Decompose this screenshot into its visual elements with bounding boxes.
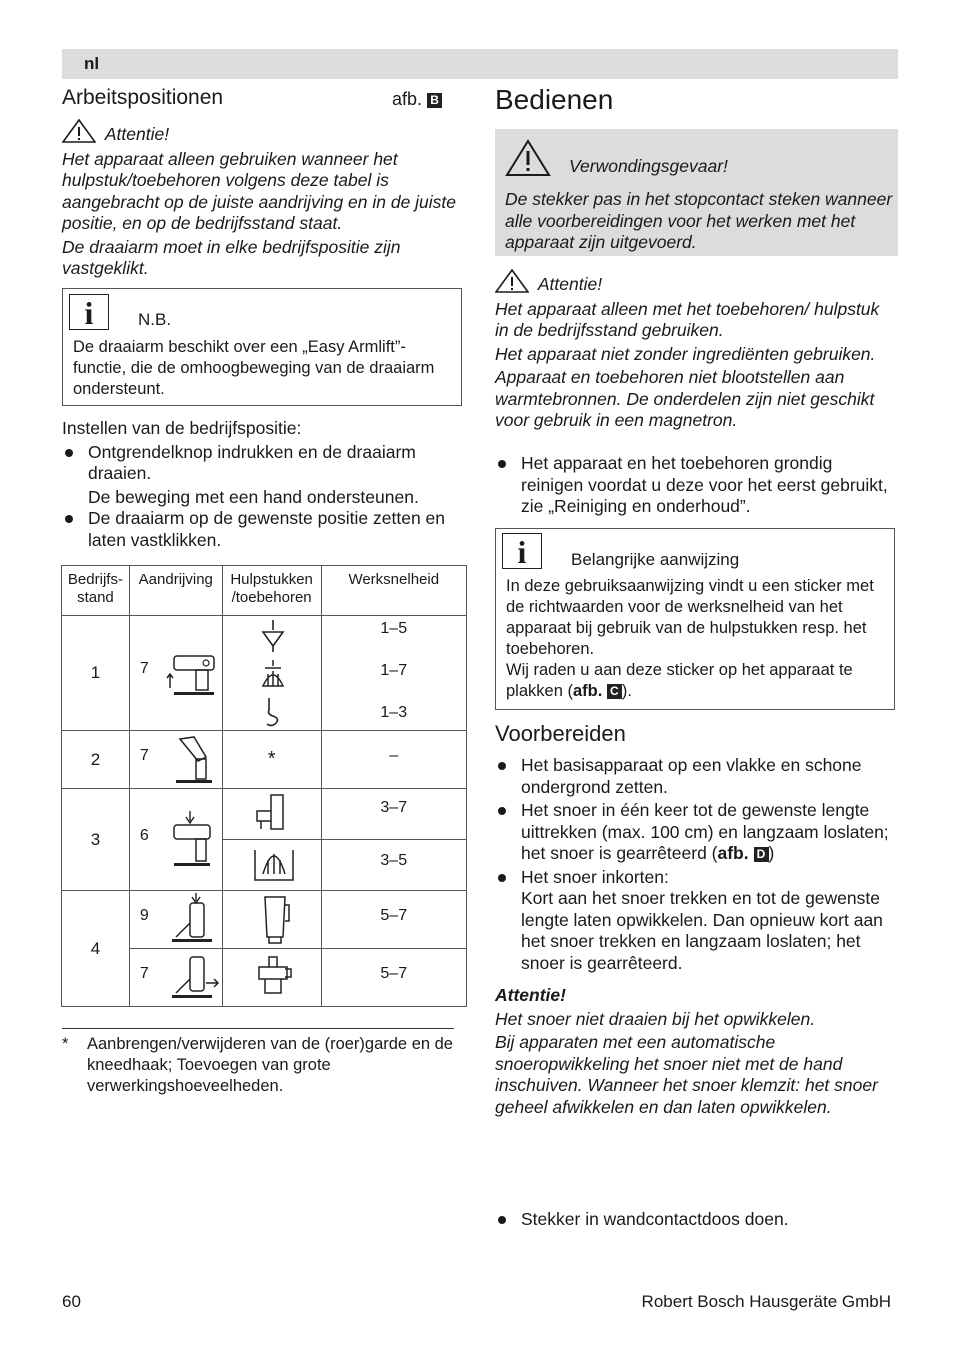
note-text-1: In deze gebruiksaanwijzing vindt u een sticker met de richtwaarden voor de werksnelheid van het apparaat bij gebruik van de hulpstukken resp. het toebehoren.	[506, 577, 874, 658]
attention-line: Het apparaat alleen met het toebehoren/ hulpstuk in de bedrijfsstand gebruiken.	[495, 298, 880, 340]
speed-value: 3–5	[380, 852, 408, 869]
attention-text: Het apparaat alleen gebruiken wanneer het hulpstuk/toebehoren volgens deze tabel is aangebracht op de juiste aandrijving en in de juiste positie, en op de bedrijfsstand staat.	[62, 148, 457, 233]
footnote-mark: *	[62, 1035, 69, 1053]
speed-cell	[321, 731, 466, 789]
speed-cell	[321, 789, 466, 840]
drive-number: 7	[139, 660, 149, 677]
note-label: Belangrijke aanwijzing	[571, 550, 740, 569]
danger-box	[495, 129, 898, 256]
tool-cell	[222, 789, 321, 840]
attention-block	[495, 269, 895, 432]
attention-heading	[495, 269, 895, 296]
shredder-attachment-icon	[253, 793, 295, 837]
attention-line: Apparaat en toebehoren niet blootstellen aan warmtebronnen. De onderdelen zijn niet geschikt voor gebruik in een magnetron.	[495, 367, 875, 430]
speed-value: 1–3	[380, 704, 408, 721]
blender-icon	[259, 895, 291, 945]
attention-line: Het apparaat niet zonder ingrediënten gebruiken.	[495, 343, 876, 364]
table-row	[62, 891, 467, 949]
drive-cell	[129, 789, 222, 891]
tool-cell	[222, 949, 321, 1007]
figure-badge: C	[607, 684, 622, 699]
header-cell: Aandrijving	[129, 566, 222, 616]
speed-value: 1–5	[380, 620, 408, 637]
table-row	[62, 731, 467, 789]
section-title: Voorbereiden	[495, 721, 626, 746]
header-cell: Werksnelheid	[321, 566, 466, 616]
tool-cell	[222, 891, 321, 949]
mixer-arm-up-icon	[166, 652, 218, 696]
list-item	[62, 442, 462, 509]
header-cell: Bedrijfs- stand	[62, 566, 130, 616]
figure-ref: afb.	[572, 682, 603, 700]
mixer-rear-drive-icon	[166, 953, 222, 1003]
drive-cell	[129, 891, 222, 949]
position-cell: 1	[62, 616, 130, 731]
company-name: Robert Bosch Hausgeräte GmbH	[641, 1292, 891, 1311]
figure-ref: afb.	[717, 843, 749, 863]
list-item-subtext: Kort aan het snoer trekken en tot de gewenste lengte laten opwikkelen. Dan opnieuw kort aan het snoer trekken en langzaam loslaten; het snoer is gearrêteerd.	[521, 888, 883, 973]
working-positions-table	[61, 565, 467, 1007]
speed-cell	[321, 949, 466, 1007]
footnote-text: Aanbrengen/verwijderen van de (roer)garde en de kneedhaak; Toevoegen van grote verwerkingshoeveelheden.	[87, 1035, 453, 1095]
tool-cell	[222, 616, 321, 731]
citrus-press-icon	[251, 844, 297, 886]
attention-text: Het snoer niet draaien bij het opwikkelen.	[495, 1008, 816, 1029]
page-number: 60	[62, 1292, 81, 1311]
danger-text: De stekker pas in het stopcontact steken wanneer alle voorbereidingen voor het werken met het apparaat zijn uitgevoerd.	[505, 189, 893, 252]
drive-number: 9	[139, 907, 149, 924]
table-row	[62, 616, 467, 731]
note-text-2: Wij raden u aan deze sticker op het apparaat te plakken (afb. C ).	[506, 661, 853, 700]
section-title: Arbeitspositionen	[62, 86, 224, 109]
note-text	[506, 576, 890, 702]
warning-triangle-icon	[505, 139, 551, 177]
attention-block	[62, 119, 462, 280]
figure-badge: B	[427, 93, 442, 108]
list-item-text: Het snoer inkorten:	[521, 866, 669, 887]
speed-value: 5–7	[380, 965, 408, 982]
figure-badge: D	[754, 847, 769, 862]
tool-cell: *	[222, 731, 321, 789]
speed-value: 3–7	[380, 799, 408, 816]
footnote	[62, 1034, 462, 1097]
drive-number: 6	[139, 827, 149, 844]
language-bar	[62, 49, 898, 79]
language-code: nl	[84, 54, 100, 73]
warning-triangle-icon	[495, 269, 529, 293]
info-icon: i	[69, 294, 109, 330]
speed-cell	[321, 840, 466, 891]
nb-box	[62, 288, 462, 406]
position-cell: 4	[62, 891, 130, 1007]
meat-mincer-icon	[255, 955, 295, 997]
list-item: Stekker in wandcontactdoos doen.	[495, 1209, 895, 1231]
speed-cell	[321, 616, 466, 731]
drive-number: 7	[139, 965, 149, 982]
footnote-divider	[62, 1028, 454, 1029]
speed-value: 5–7	[380, 907, 408, 924]
section-ref-label: afb.	[392, 89, 423, 109]
danger-label: Verwondingsgevaar!	[569, 156, 728, 176]
attention-text: Bij apparaten met een automatische snoeropwikkeling het snoer niet met de hand inschuiven. Wanneer het snoer klemzit: het snoer geheel afwikkelen en dan laten opwikkelen.	[495, 1032, 878, 1117]
stirring-whisk-icon	[261, 698, 285, 728]
setup-section	[62, 418, 462, 551]
position-cell: 2	[62, 731, 130, 789]
drive-cell	[129, 616, 222, 731]
list-item: Het apparaat en het toebehoren grondig reinigen voordat u deze voor het eerst gebruikt, zie „Reiniging en onderhoud”.	[495, 453, 895, 518]
tool-cell	[222, 840, 321, 891]
list-item: Het snoer in één keer tot de gewenste lengte uittrekken (max. 100 cm) en langzaam loslaten; het snoer is gearrêteerd (afb. D )	[495, 800, 895, 865]
section-ref	[392, 89, 442, 110]
mixer-front-drive-icon	[170, 811, 216, 871]
nb-label: N.B.	[138, 310, 172, 329]
kneading-hook-icon	[259, 660, 287, 692]
speed-value: 1–7	[380, 662, 408, 679]
attention-label: Attentie!	[104, 124, 170, 144]
drive-number: 7	[139, 747, 149, 764]
list-item-text: Ontgrendelknop indrukken en de draaiarm draaien.	[88, 441, 416, 483]
mixer-top-drive-icon	[166, 893, 220, 947]
drive-cell	[129, 949, 222, 1007]
mixer-arm-raised-icon	[170, 735, 216, 785]
header-cell: Hulpstukken /toebehoren	[222, 566, 321, 616]
table-row	[62, 789, 467, 840]
list-item: De draaiarm op de gewenste positie zetten en laten vastklikken.	[62, 508, 462, 551]
list-item	[495, 867, 895, 975]
attention-text-2: De draaiarm moet in elke bedrijfspositie zijn vastgeklikt.	[62, 236, 401, 278]
info-icon: i	[502, 533, 542, 569]
prep-list	[495, 755, 895, 974]
attention-heading	[62, 119, 462, 146]
attention-block-2	[495, 985, 895, 1118]
position-cell: 3	[62, 789, 130, 891]
table-header-row	[62, 566, 467, 616]
page-title: Bedienen	[495, 84, 614, 115]
setup-title: Instellen van de bedrijfspositie:	[62, 418, 302, 438]
speed-cell	[321, 891, 466, 949]
attention-label: Attentie!	[495, 985, 566, 1005]
attention-label: Attentie!	[537, 274, 603, 294]
list-item: Het basisapparaat op een vlakke en schone ondergrond zetten.	[495, 755, 895, 798]
warning-triangle-icon	[62, 119, 96, 143]
whisk-icon	[259, 620, 287, 654]
speed-value: –	[389, 747, 399, 764]
important-note-box	[495, 528, 895, 710]
drive-cell	[129, 731, 222, 789]
nb-text: De draaiarm beschikt over een „Easy Armlift”-functie, die de omhoogbeweging van de draaiarm ondersteunt.	[73, 338, 435, 398]
list-item-subtext: De beweging met een hand ondersteunen.	[88, 486, 419, 507]
